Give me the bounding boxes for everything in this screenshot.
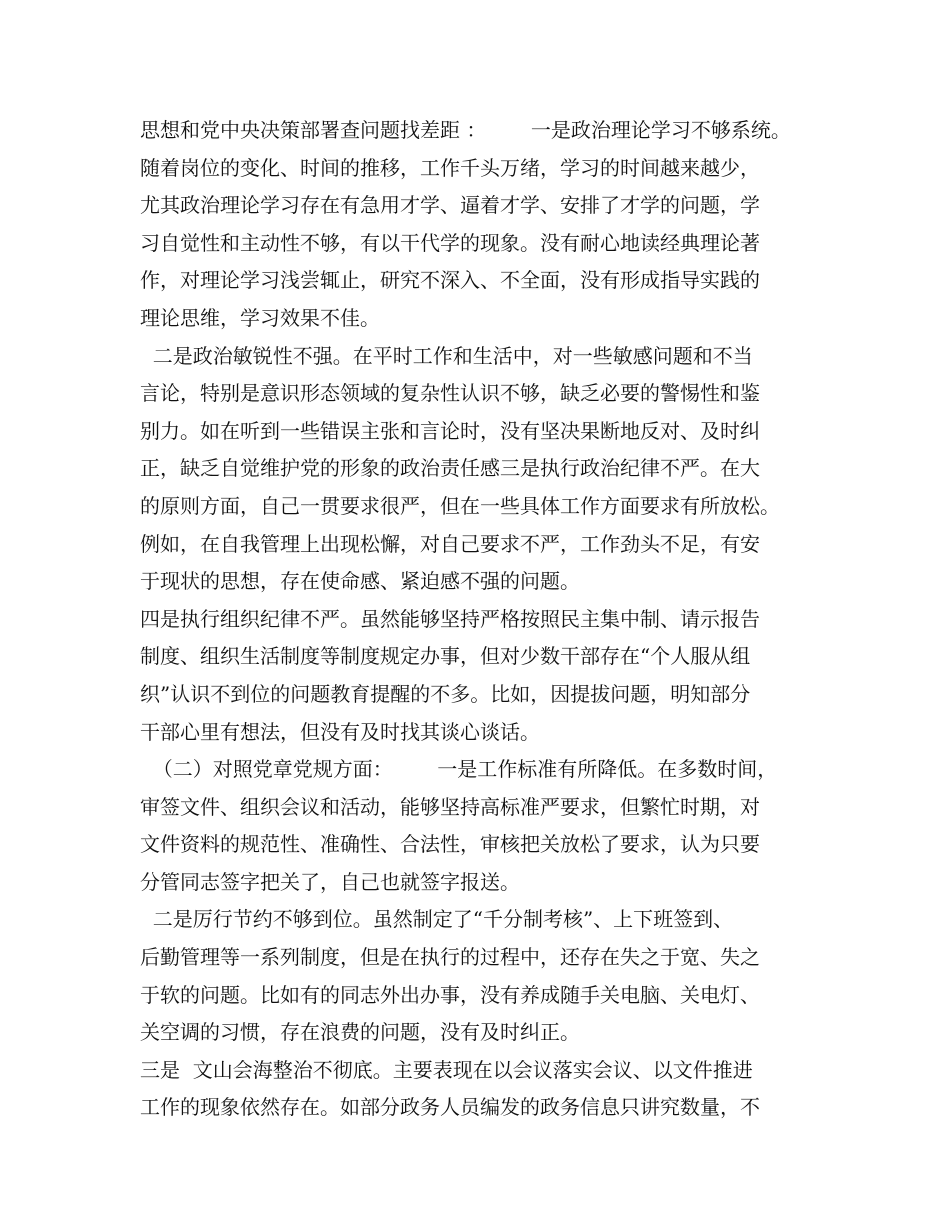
body-text xyxy=(140,112,830,1127)
text-line: 别力。如在听到一些错误主张和言论时，没有坚决果断地反对、及时纠 xyxy=(140,418,760,443)
text-line: 思想和党中央决策部署查问题找差距 ： 一是政治理论学习不够系统。 xyxy=(140,118,791,142)
text-line: 文件资料的规范性、准确性、合法性，审核把关放松了要求，认为只要 xyxy=(140,832,760,857)
text-line: （二）对照党章党规方面： 一是工作标准有所降低。在多数时间， xyxy=(140,757,778,782)
text-line: 习自觉性和主动性不够，有以干代学的现象。没有耐心地读经典理论著 xyxy=(140,230,760,255)
text-line: 制度、组织生活制度等制度规定办事，但对少数干部存在“个人服从组 xyxy=(140,644,751,669)
text-line: 于现状的思想，存在使命感、紧迫感不强的问题。 xyxy=(140,569,580,594)
text-line: 四是执行组织纪律不严。虽然能够坚持严格按照民主集中制、请示报告 xyxy=(140,606,760,631)
text-line: 审签文件、组织会议和活动，能够坚持高标准严要求，但繁忙时期，对 xyxy=(140,794,760,819)
text-line: 关空调的习惯，存在浪费的问题，没有及时纠正。 xyxy=(140,1020,580,1045)
text-line: 三是 文山会海整治不彻底。主要表现在以会议落实会议、以文件推进 xyxy=(140,1057,753,1082)
text-line: 言论，特别是意识形态领域的复杂性认识不够，缺乏必要的警惕性和鉴 xyxy=(140,381,760,406)
text-line: 后勤管理等一系列制度，但是在执行的过程中，还存在失之于宽、失之 xyxy=(140,945,760,970)
text-line: 干部心里有想法，但没有及时找其谈心谈话。 xyxy=(140,719,540,744)
text-line: 作，对理论学习浅尝辄止，研究不深入、不全面，没有形成指导实践的 xyxy=(140,268,760,293)
text-line: 二是政治敏锐性不强。在平时工作和生活中，对一些敏感问题和不当 xyxy=(140,343,753,368)
text-line: 分管同志签字把关了，自己也就签字报送。 xyxy=(140,869,520,894)
text-line: 二是厉行节约不够到位。虽然制定了“千分制考核”、上下班签到、 xyxy=(140,907,734,932)
text-line: 织”认识不到位的问题教育提醒的不多。比如，因提拔问题，明知部分 xyxy=(140,681,751,706)
text-line: 工作的现象依然存在。如部分政务人员编发的政务信息只讲究数量，不 xyxy=(140,1095,760,1120)
text-line: 于软的问题。比如有的同志外出办事，没有养成随手关电脑、关电灯、 xyxy=(140,982,760,1007)
text-line: 例如，在自我管理上出现松懈，对自己要求不严，工作劲头不足，有安 xyxy=(140,531,760,556)
text-line: 理论思维，学习效果不佳。 xyxy=(140,305,380,330)
text-line: 随着岗位的变化、时间的推移，工作千头万绪，学习的时间越来越少， xyxy=(140,155,760,180)
text-line: 的原则方面，自己一贯要求很严，但在一些具体工作方面要求有所放松。 xyxy=(140,493,780,518)
text-line: 正，缺乏自觉维护党的形象的政治责任感三是执行政治纪律不严。在大 xyxy=(140,456,760,481)
text-line: 尤其政治理论学习存在有急用才学、逼着才学、安排了才学的问题，学 xyxy=(140,193,760,218)
